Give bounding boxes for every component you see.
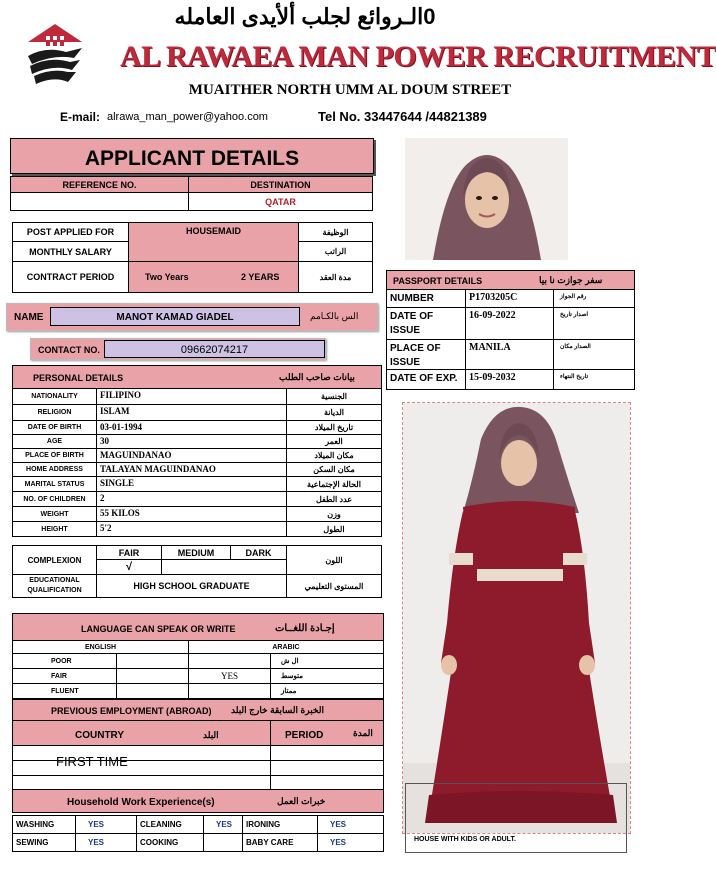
passport-title: PASSPORT DETAILS xyxy=(393,276,483,286)
personal-row-label: DATE OF BIRTH xyxy=(12,420,97,435)
personal-row-value: 2 xyxy=(96,491,287,507)
company-name: AL RAWAEA MAN POWER RECRUITMENT xyxy=(120,40,716,73)
salary-label: MONTHLY SALARY xyxy=(12,241,129,262)
passport-row-label: DATE OF EXP. xyxy=(386,369,466,390)
passport-row-value: P1703205C xyxy=(465,289,554,308)
language-title: LANGUAGE CAN SPEAK OR WRITE xyxy=(81,624,236,634)
personal-row-value: 30 xyxy=(96,434,287,449)
applicant-title-box xyxy=(10,138,374,174)
post-label: POST APPLIED FOR xyxy=(12,222,129,242)
contact-label: CONTACT NO. xyxy=(38,345,100,355)
passport-row-arabic: الصدار مكان xyxy=(553,339,635,370)
reference-value xyxy=(10,192,189,211)
household-item-label: WASHING xyxy=(12,815,76,834)
footer-note: HOUSE WITH KIDS OR ADULT. xyxy=(414,836,516,843)
personal-row-value: FILIPINO xyxy=(96,388,287,405)
language-row-label: FLUENT xyxy=(12,683,117,699)
passport-row-value: 16-09-2022 xyxy=(465,307,554,340)
language-row-arabic-label: متوسط xyxy=(270,668,384,684)
first-employment-entry: FIRST TIME xyxy=(56,754,128,769)
household-title-arabic: خبرات العمل xyxy=(277,796,326,806)
passport-row-arabic: اصدار تاريخ xyxy=(553,307,635,340)
household-item-value xyxy=(203,833,243,852)
personal-row-arabic: الحالة الإجتماعية xyxy=(286,476,382,492)
personal-row-label: RELIGION xyxy=(12,404,97,421)
company-logo xyxy=(24,22,86,86)
footer-note-box xyxy=(405,783,627,853)
personal-row-arabic: مكان الميلاد xyxy=(286,448,382,463)
personal-row-label: HOME ADDRESS xyxy=(12,462,97,477)
household-item-label: IRONING xyxy=(242,815,318,834)
employment-title-arabic: الخبرة السابقة خارج البلد xyxy=(231,705,324,715)
household-item-label: COOKING xyxy=(136,833,204,852)
contract-value-1: Two Years xyxy=(145,272,189,282)
complexion-label: COMPLEXION xyxy=(12,545,97,575)
complexion-arabic: اللون xyxy=(286,545,382,575)
applicant-headshot-photo xyxy=(405,138,568,260)
destination-label: DESTINATION xyxy=(188,176,373,193)
passport-row-value: MANILA xyxy=(465,339,554,370)
applicant-title: APPLICANT DETAILS xyxy=(84,147,300,170)
language-row-arabic-label: ممتاز xyxy=(270,683,384,699)
passport-row-label: DATE OF ISSUE xyxy=(386,307,466,340)
household-item-value: YES xyxy=(75,815,137,834)
education-label-text: EDUCATIONAL QUALIFICATION xyxy=(27,577,82,594)
personal-row-arabic: مكان السكن xyxy=(286,462,382,477)
passport-row-label: NUMBER xyxy=(386,289,466,308)
destination-value: QATAR xyxy=(188,192,373,211)
personal-row-label: HEIGHT xyxy=(12,521,97,537)
employment-header xyxy=(12,699,384,721)
personal-title-arabic: بيانات صاحب الطلب xyxy=(279,372,355,382)
personal-row-arabic: تاريخ الميلاد xyxy=(286,420,382,435)
personal-row-label: AGE xyxy=(12,434,97,449)
contract-label: CONTRACT PERIOD xyxy=(12,261,129,293)
company-address: MUAITHER NORTH UMM AL DOUM STREET xyxy=(188,82,512,98)
contract-value-2: 2 YEARS xyxy=(241,272,280,282)
language-row-arabic-level xyxy=(188,653,271,669)
name-arabic: الس بالكـامم xyxy=(310,311,359,321)
email-value: alrawa_man_power@yahoo.com xyxy=(107,111,268,123)
name-value: MANOT KAMAD GIADEL xyxy=(116,312,234,323)
period-label: PERIOD xyxy=(285,730,324,741)
household-item-value: YES xyxy=(203,815,243,834)
country-arabic: البلد xyxy=(203,730,219,740)
household-title: Household Work Experience(s) xyxy=(67,797,215,808)
language-row-arabic-level: YES xyxy=(188,668,271,684)
language-row-english xyxy=(116,653,189,669)
email-label: E-mail: xyxy=(60,110,101,124)
contact-field xyxy=(104,340,325,358)
personal-row-arabic: العمر xyxy=(286,434,382,449)
complexion-fair-mark: √ xyxy=(96,559,162,575)
period-arabic: المدة xyxy=(353,728,373,738)
passport-row-label: PLACE OF ISSUE xyxy=(386,339,466,370)
employment-title: PREVIOUS EMPLOYMENT (ABROAD) xyxy=(51,706,212,716)
personal-row-value: 5'2 xyxy=(96,521,287,537)
language-english-header: ENGLISH xyxy=(12,640,189,654)
education-label xyxy=(12,574,97,598)
reference-label: REFERENCE NO. xyxy=(10,176,189,193)
household-item-label: SEWING xyxy=(12,833,76,852)
household-header xyxy=(12,789,384,813)
personal-row-label: WEIGHT xyxy=(12,506,97,522)
passport-row-arabic: تاريخ النتهاء xyxy=(553,369,635,390)
contract-value-box xyxy=(128,261,299,293)
personal-row-label: MARITAL STATUS xyxy=(12,476,97,492)
complexion-medium: MEDIUM xyxy=(161,545,231,560)
personal-row-arabic: وزن xyxy=(286,506,382,522)
personal-row-value: SINGLE xyxy=(96,476,287,492)
passport-row-value: 15-09-2032 xyxy=(465,369,554,390)
complexion-dark: DARK xyxy=(230,545,287,560)
personal-row-label: NATIONALITY xyxy=(12,388,97,405)
household-item-value: YES xyxy=(317,833,384,852)
passport-row-arabic: رقم الجواز xyxy=(553,289,635,308)
name-label: NAME xyxy=(14,312,44,323)
language-header xyxy=(12,613,384,641)
language-row-arabic-label: ال ش xyxy=(270,653,384,669)
passport-title-arabic: سفر جوازت نا بيا xyxy=(539,275,603,285)
household-item-label: BABY CARE xyxy=(242,833,318,852)
language-row-label: POOR xyxy=(12,653,117,669)
personal-row-label: PLACE OF BIRTH xyxy=(12,448,97,463)
telephone: Tel No. 33447644 /44821389 xyxy=(318,109,487,124)
language-row-arabic-level xyxy=(188,683,271,699)
personal-row-arabic: عدد الطفل xyxy=(286,491,382,507)
education-arabic: المستوى التعليمي xyxy=(286,574,382,598)
personal-row-arabic: الديانة xyxy=(286,404,382,421)
post-value: HOUSEMAID xyxy=(128,222,299,262)
personal-row-value: ISLAM xyxy=(96,404,287,421)
contact-value: 09662074217 xyxy=(180,344,249,356)
complexion-medium-mark xyxy=(161,559,287,575)
personal-row-arabic: الطول xyxy=(286,521,382,537)
post-arabic: الوظيفة xyxy=(298,222,373,242)
education-value: HIGH SCHOOL GRADUATE xyxy=(96,574,287,598)
passport-header xyxy=(386,270,635,290)
personal-row-value: TALAYAN MAGUINDANAO xyxy=(96,462,287,477)
personal-row-label: NO. OF CHILDREN xyxy=(12,491,97,507)
household-item-value: YES xyxy=(317,815,384,834)
household-item-value: YES xyxy=(75,833,137,852)
personal-row-value: MAGUINDANAO xyxy=(96,448,287,463)
personal-row-value: 03-01-1994 xyxy=(96,420,287,435)
language-arabic-header: ARABIC xyxy=(188,640,384,654)
arabic-company-title: 0الـروائع لجلب ألأيدى العامله xyxy=(174,4,436,29)
personal-row-arabic: الجنسية xyxy=(286,388,382,405)
contract-arabic: مدة العقد xyxy=(298,261,373,293)
name-field xyxy=(50,307,300,326)
complexion-fair: FAIR xyxy=(96,545,162,560)
employment-columns xyxy=(12,720,384,746)
language-title-arabic: إجـادة اللغــات xyxy=(275,623,335,634)
personal-header xyxy=(12,365,382,389)
language-row-english xyxy=(116,668,189,684)
language-row-english xyxy=(116,683,189,699)
applicant-full-body-photo xyxy=(402,402,631,834)
personal-row-value: 55 KILOS xyxy=(96,506,287,522)
personal-title: PERSONAL DETAILS xyxy=(33,373,124,383)
household-item-label: CLEANING xyxy=(136,815,204,834)
country-label: COUNTRY xyxy=(75,730,125,741)
language-row-label: FAIR xyxy=(12,668,117,684)
salary-arabic: الراتب xyxy=(298,241,373,262)
